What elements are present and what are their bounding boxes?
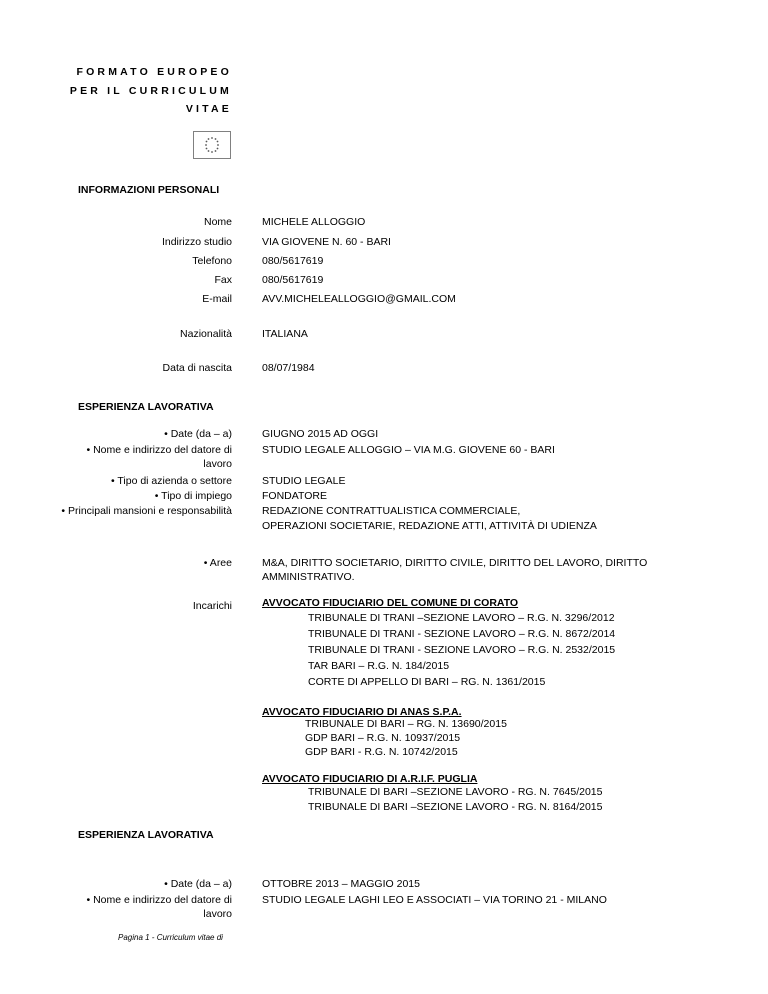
section-heading-experience-1: ESPERIENZA LAVORATIVA bbox=[78, 401, 214, 413]
label-employer-2: • Nome e indirizzo del datore di bbox=[86, 894, 232, 906]
value-telefono: 080/5617619 bbox=[262, 255, 324, 267]
value-employer: STUDIO LEGALE ALLOGGIO – VIA M.G. GIOVENE 60 - BARI bbox=[262, 444, 555, 456]
assignment-item: TRIBUNALE DI BARI – RG. N. 13690/2015 bbox=[305, 718, 507, 730]
value-indirizzo: VIA GIOVENE N. 60 - BARI bbox=[262, 236, 391, 248]
value-employer-2: STUDIO LEGALE LAGHI LEO E ASSOCIATI – VIA TORINO 21 - MILANO bbox=[262, 894, 607, 906]
assignment-item: TRIBUNALE DI BARI –SEZIONE LAVORO - RG. N. 7645/2015 bbox=[308, 786, 603, 798]
assignment-item: TRIBUNALE DI TRANI –SEZIONE LAVORO – R.G. N. 3296/2012 bbox=[308, 612, 615, 624]
assignment-heading-corato: AVVOCATO FIDUCIARIO DEL COMUNE DI CORATO bbox=[262, 597, 519, 609]
label-assignments: Incarichi bbox=[192, 600, 232, 612]
value-job-type: FONDATORE bbox=[262, 490, 327, 502]
label-employer: • Nome e indirizzo del datore di bbox=[86, 444, 232, 456]
value-duties-cont: OPERAZIONI SOCIETARIE, REDAZIONE ATTI, ATTIVITÀ DI UDIENZA bbox=[262, 520, 597, 532]
assignment-item: TRIBUNALE DI TRANI - SEZIONE LAVORO – R.G. N. 8672/2014 bbox=[308, 628, 616, 640]
label-employer-cont: lavoro bbox=[203, 458, 232, 470]
assignment-heading-arif: AVVOCATO FIDUCIARIO DI A.R.I.F. PUGLIA bbox=[262, 773, 478, 785]
label-data-nascita: Data di nascita bbox=[162, 362, 232, 374]
assignment-item: GDP BARI - R.G. N. 10742/2015 bbox=[305, 746, 458, 758]
assignment-item: GDP BARI – R.G. N. 10937/2015 bbox=[305, 732, 461, 744]
label-nazionalita: Nazionalità bbox=[180, 328, 232, 340]
label-dates: • Date (da – a) bbox=[164, 428, 232, 440]
page-footer: Pagina 1 - Curriculum vitae di bbox=[118, 933, 223, 942]
value-nome: MICHELE ALLOGGIO bbox=[262, 216, 366, 228]
value-dates: GIUGNO 2015 AD OGGI bbox=[262, 428, 379, 440]
assignment-item: TAR BARI – R.G. N. 184/2015 bbox=[308, 660, 450, 672]
label-employer-2-cont: lavoro bbox=[203, 908, 232, 920]
value-data-nascita: 08/07/1984 bbox=[262, 362, 315, 374]
label-job-type: • Tipo di impiego bbox=[154, 490, 232, 502]
value-areas: M&A, DIRITTO SOCIETARIO, DIRITTO CIVILE, DIRITTO DEL LAVORO, DIRITTO bbox=[262, 557, 648, 569]
label-email: E-mail bbox=[202, 293, 232, 305]
label-areas: • Aree bbox=[203, 557, 232, 569]
label-dates-2: • Date (da – a) bbox=[164, 878, 232, 890]
value-fax: 080/5617619 bbox=[262, 274, 324, 286]
value-email[interactable]: AVV.MICHELEALLOGGIO@GMAIL.COM bbox=[262, 293, 456, 305]
value-sector: STUDIO LEGALE bbox=[262, 475, 346, 487]
label-indirizzo: Indirizzo studio bbox=[161, 236, 232, 248]
label-fax: Fax bbox=[214, 274, 232, 286]
assignment-item: TRIBUNALE DI BARI –SEZIONE LAVORO - RG. N. 8164/2015 bbox=[308, 801, 603, 813]
label-telefono: Telefono bbox=[192, 255, 232, 267]
section-heading-personal: INFORMAZIONI PERSONALI bbox=[78, 184, 220, 196]
cv-title-line-2: PER IL CURRICULUM bbox=[69, 85, 232, 97]
cv-title-line-3: VITAE bbox=[185, 103, 232, 115]
label-duties: • Principali mansioni e responsabilità bbox=[61, 505, 232, 517]
cv-title-line-1: FORMATO EUROPEO bbox=[76, 66, 232, 78]
label-nome: Nome bbox=[203, 216, 232, 228]
eu-flag-icon bbox=[193, 131, 231, 159]
value-nazionalita: ITALIANA bbox=[262, 328, 308, 340]
section-heading-experience-2: ESPERIENZA LAVORATIVA bbox=[78, 829, 214, 841]
label-sector: • Tipo di azienda o settore bbox=[110, 475, 232, 487]
value-dates-2: OTTOBRE 2013 – MAGGIO 2015 bbox=[262, 878, 420, 890]
assignment-item: CORTE DI APPELLO DI BARI – RG. N. 1361/2015 bbox=[308, 676, 546, 688]
value-duties: REDAZIONE CONTRATTUALISTICA COMMERCIALE, bbox=[262, 505, 521, 517]
value-areas-cont: AMMINISTRATIVO. bbox=[262, 571, 355, 583]
assignment-heading-anas: AVVOCATO FIDUCIARIO DI ANAS S.P.A. bbox=[262, 706, 462, 718]
assignment-item: TRIBUNALE DI TRANI - SEZIONE LAVORO – R.G. N. 2532/2015 bbox=[308, 644, 616, 656]
